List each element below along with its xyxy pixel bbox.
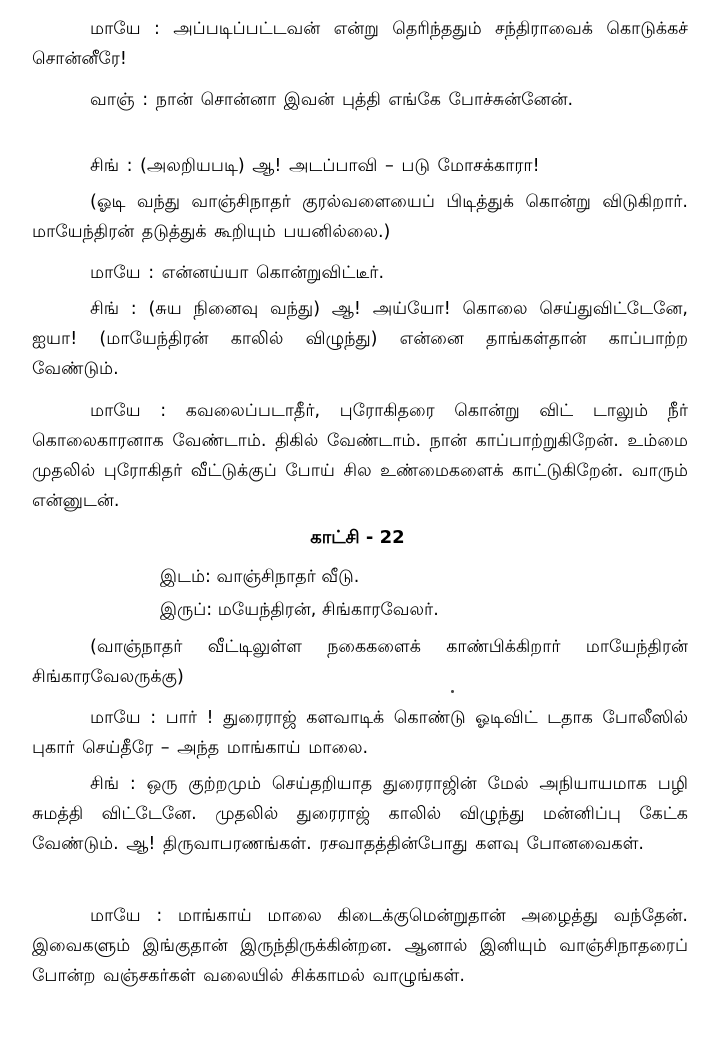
dialogue-maaye-4: மாயே : பார் ! துரைராஜ் களவாடிக் கொண்டு ஓடிவிட் டதாக போலீஸில் புகார் செய்தீரே – அந்த மாங்காய் மாலை. [32,708,688,758]
scene-place: இடம்: வாஞ்சிநாதர் வீடு. [160,567,360,587]
dialogue-maaye-5: மாயே : மாங்காய் மாலை கிடைக்குமென்றுதான் அழைத்து வந்தேன். இவைகளும் இங்குதான் இருந்திருக்கின்றன. ஆனால் இனியும் வாஞ்சிநாதரைப் போன்ற வஞ்சகர்கள் வலையில் சிக்காமல் வாழுங்கள். [32,906,688,986]
dialogue-maaye-3: மாயே : கவலைப்படாதீர், புரோகிதரை கொன்று விட் டாலும் நீர் கொலைகாரனாக வேண்டாம். திகில் வேண்டாம். நான் காப்பாற்றுகிறேன். உம்மை முதலில் புரோகிதர் வீட்டுக்குப் போய் சில உண்மைகளைக் காட்டுகிறேன். வாரும் என்னுடன். [32,401,688,511]
dialogue-sing-1: சிங் : (அலறியபடி) ஆ! அடப்பாவி – படு மோசக்காரா! [90,156,540,176]
stage-direction-2: (வாஞ்நாதர் வீட்டிலுள்ள நகைகளைக் காண்பிக்கிறார் மாயேந்திரன் சிங்காரவேலருக்கு) [32,637,688,687]
dialogue-maaye-1: மாயே : அப்படிப்பட்டவன் என்று தெரிந்ததும் சந்திராவைக் கொடுக்கச் சொன்னீரே! [32,19,688,69]
scene-title: காட்சி - 22 [310,527,405,548]
dialogue-sing-2: சிங் : (சுய நினைவு வந்து) ஆ! அய்யோ! கொலை செய்துவிட்டேனே, ஐயா! (மாயேந்திரன் காலில் விழுந்து) என்னை தாங்கள்தான் காப்பாற்ற வேண்டும். [32,299,688,379]
dialogue-sing-3: சிங் : ஒரு குற்றமும் செய்தறியாத துரைராஜின் மேல் அநியாயமாக பழி சுமத்தி விட்டேனே. முதலில் துரைராஜ் காலில் விழுந்து மன்னிப்பு கேட்க வேண்டும். ஆ! திருவாபரணங்கள். ரசவாதத்தின்போது களவு போனவைகள். [32,774,688,854]
scan-speck [451,690,454,693]
dialogue-vaanj-1: வாஞ் : நான் சொன்னா இவன் புத்தி எங்கே போச்சுன்னேன். [90,90,574,110]
scene-characters: இருப்: மயேந்திரன், சிங்காரவேலர். [160,600,439,620]
stage-direction-1: (ஓடி வந்து வாஞ்சிநாதர் குரல்வளையைப் பிடித்துக் கொன்று விடுகிறார். மாயேந்திரன் தடுத்துக் கூறியும் பயனில்லை.) [32,192,688,242]
dialogue-maaye-2: மாயே : என்னய்யா கொன்றுவிட்டீர். [90,263,385,283]
